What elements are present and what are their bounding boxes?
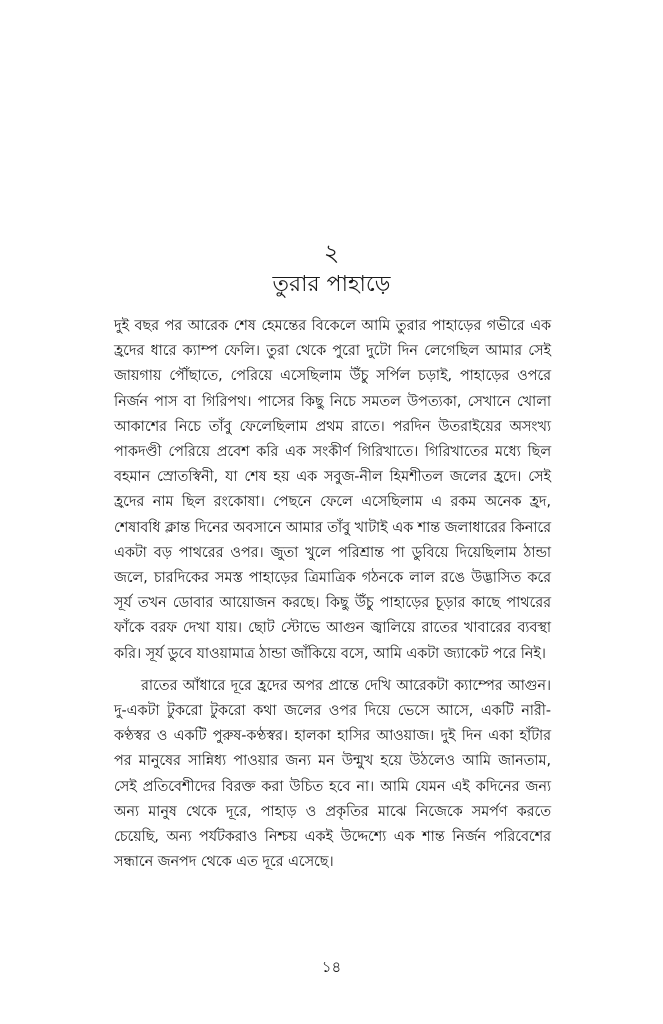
chapter-title: তুরার পাহাড়ে [272, 272, 391, 297]
page-number: ১৪ [321, 958, 342, 976]
paragraph-2: রাতের আঁধারে দূরে হ্রদের অপর প্রান্তে দেখি আরেকটা ক্যাম্পের আগুন। দু-একটা টুকরো টুকরো কথা জলের ওপর দিয়ে ভেসে আসে, একটি নারী-কণ্ঠস্বর ও একটি পুরুষ-কণ্ঠস্বর। হালকা হাসির আওয়াজ। দুই দিন একা হাঁটার পর মানুষের সান্নিধ্য পাওয়ার জন্য মন উন্মুখ হয়ে উঠলেও আমি জানতাম, সেই প্রতিবেশীদের বিরক্ত করা উচিত হবে না। আমি যেমন এই কদিনের জন্য অন্য মানুষ থেকে দূরে, পাহাড় ও প্রকৃতির মাঝে নিজেকে সমর্পণ করতে চেয়েছি, অন্য পর্যটকরাও নিশ্চয় একই উদ্দেশ্যে এক শান্ত নির্জন পরিবেশের সন্ধানে জনপদ থেকে এত দূরে এসেছে। [114, 677, 551, 871]
chapter-number: ২ [323, 239, 340, 267]
body-text [114, 314, 551, 875]
paragraph-1: দুই বছর পর আরেক শেষ হেমন্তের বিকেলে আমি তুরার পাহাড়ের গভীরে এক হ্রদের ধারে ক্যাম্প ফেলি। তুরা থেকে পুরো দুটো দিন লেগেছিল আমার সেই জায়গায় পৌঁছাতে, পেরিয়ে এসেছিলাম উঁচু সর্পিল চড়াই, পাহাড়ের ওপরে নির্জন পাস বা গিরিপথ। পাসের কিছু নিচে সমতল উপত্যকা, সেখানে খোলা আকাশের নিচে তাঁবু ফেলেছিলাম প্রথম রাতে। পরদিন উতরাইয়ের অসংখ্য পাকদণ্ডী পেরিয়ে প্রবেশ করি এক সংকীর্ণ গিরিখাতে। গিরিখাতের মধ্যে ছিল বহমান স্রোতস্বিনী, যা শেষ হয় এক সবুজ-নীল হিমশীতল জলের হ্রদে। সেই হ্রদের নাম ছিল রংকোষা। পেছনে ফেলে এসেছিলাম এ রকম অনেক হ্রদ, শেষাবধি ক্লান্ত দিনের অবসানে আমার তাঁবু খাটাই এক শান্ত জলাধারের কিনারে একটা বড় পাথরের ওপর। জুতা খুলে পরিশ্রান্ত পা ডুবিয়ে দিয়েছিলাম ঠান্ডা জলে, চারদিকের সমস্ত পাহাড়ের ত্রিমাত্রিক গঠনকে লাল রঙে উদ্ভাসিত করে সূর্য তখন ডোবার আয়োজন করছে। কিছু উঁচু পাহাড়ের চূড়ার কাছে পাথরের ফাঁকে বরফ দেখা যায়। ছোট স্টোভে আগুন জ্বালিয়ে রাতের খাবারের ব্যবস্থা করি। সূর্য ডুবে যাওয়ামাত্র ঠান্ডা জাঁকিয়ে বসে, আমি একটা জ্যাকেট পরে নিই। [114, 318, 551, 662]
